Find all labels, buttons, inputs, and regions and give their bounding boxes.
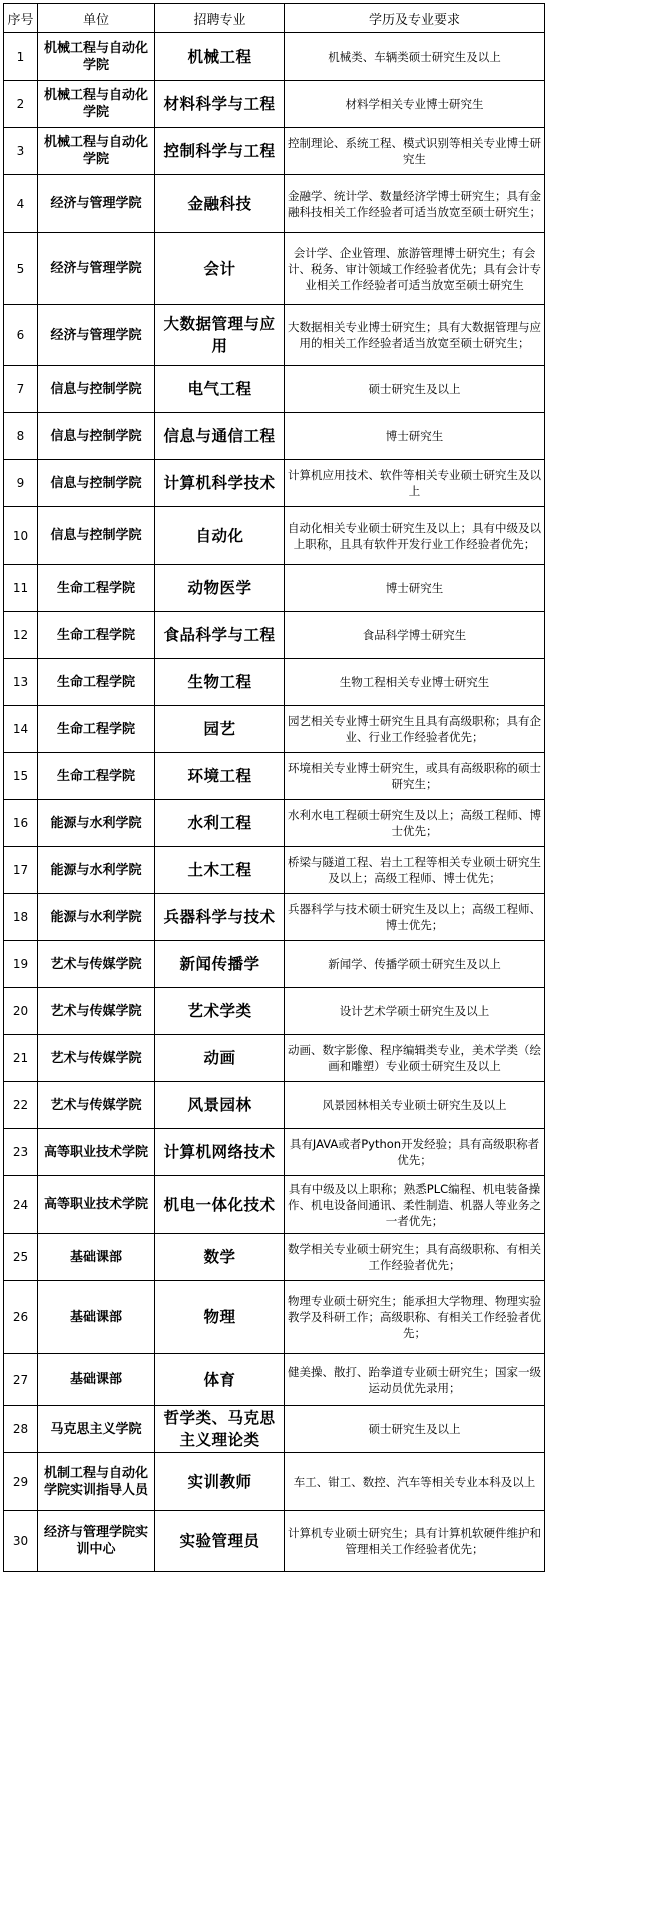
cell-requirements: 会计学、企业管理、旅游管理博士研究生；有会计、税务、审计领域工作经验者优先；具有会计专业相关工作经验者可适当放宽至硕士研究生 (285, 233, 545, 305)
cell-major: 自动化 (155, 507, 285, 565)
cell-major: 园艺 (155, 706, 285, 753)
cell-no: 21 (4, 1035, 38, 1082)
cell-requirements: 自动化相关专业硕士研究生及以上；具有中级及以上职称，且具有软件开发行业工作经验者优先； (285, 507, 545, 565)
cell-requirements: 园艺相关专业博士研究生且具有高级职称；具有企业、行业工作经验者优先； (285, 706, 545, 753)
cell-no: 24 (4, 1176, 38, 1234)
table-row (4, 1354, 545, 1406)
cell-major: 计算机网络技术 (155, 1129, 285, 1176)
cell-major: 材料科学与工程 (155, 81, 285, 128)
cell-unit: 高等职业技术学院 (38, 1176, 155, 1234)
cell-major: 控制科学与工程 (155, 128, 285, 175)
cell-no: 22 (4, 1082, 38, 1129)
cell-unit: 基础课部 (38, 1234, 155, 1281)
cell-major: 土木工程 (155, 847, 285, 894)
table-header-row (4, 4, 545, 33)
table-row (4, 305, 545, 366)
recruitment-table (3, 3, 545, 1572)
cell-major: 机电一体化技术 (155, 1176, 285, 1234)
cell-requirements: 数学相关专业硕士研究生；具有高级职称、有相关工作经验者优先； (285, 1234, 545, 1281)
cell-requirements: 水利水电工程硕士研究生及以上；高级工程师、博士优先； (285, 800, 545, 847)
cell-major: 食品科学与工程 (155, 612, 285, 659)
cell-major: 大数据管理与应用 (155, 305, 285, 366)
table-row (4, 941, 545, 988)
cell-requirements: 桥梁与隧道工程、岩土工程等相关专业硕士研究生及以上；高级工程师、博士优先； (285, 847, 545, 894)
table-row (4, 1234, 545, 1281)
cell-no: 11 (4, 565, 38, 612)
cell-requirements: 计算机应用技术、软件等相关专业硕士研究生及以上 (285, 460, 545, 507)
cell-major: 金融科技 (155, 175, 285, 233)
cell-unit: 机械工程与自动化学院 (38, 128, 155, 175)
cell-no: 30 (4, 1511, 38, 1572)
table-row (4, 988, 545, 1035)
table-row (4, 847, 545, 894)
table-row (4, 1082, 545, 1129)
cell-no: 28 (4, 1406, 38, 1453)
cell-unit: 信息与控制学院 (38, 366, 155, 413)
cell-no: 9 (4, 460, 38, 507)
cell-requirements: 硕士研究生及以上 (285, 1406, 545, 1453)
cell-requirements: 具有JAVA或者Python开发经验；具有高级职称者优先； (285, 1129, 545, 1176)
cell-major: 实训教师 (155, 1453, 285, 1511)
cell-unit: 艺术与传媒学院 (38, 988, 155, 1035)
table-row (4, 33, 545, 81)
cell-requirements: 车工、钳工、数控、汽车等相关专业本科及以上 (285, 1453, 545, 1511)
cell-major: 电气工程 (155, 366, 285, 413)
table-row (4, 81, 545, 128)
cell-major: 环境工程 (155, 753, 285, 800)
table-row (4, 1129, 545, 1176)
cell-major: 信息与通信工程 (155, 413, 285, 460)
cell-major: 新闻传播学 (155, 941, 285, 988)
cell-requirements: 机械类、车辆类硕士研究生及以上 (285, 33, 545, 81)
cell-unit: 机械工程与自动化学院 (38, 33, 155, 81)
cell-no: 15 (4, 753, 38, 800)
table-row (4, 233, 545, 305)
cell-unit: 基础课部 (38, 1281, 155, 1354)
cell-unit: 机制工程与自动化学院实训指导人员 (38, 1453, 155, 1511)
cell-unit: 信息与控制学院 (38, 507, 155, 565)
cell-unit: 艺术与传媒学院 (38, 1082, 155, 1129)
header-unit: 单位 (38, 4, 155, 33)
cell-major: 风景园林 (155, 1082, 285, 1129)
cell-requirements: 环境相关专业博士研究生，或具有高级职称的硕士研究生； (285, 753, 545, 800)
cell-major: 哲学类、马克思主义理论类 (155, 1406, 285, 1453)
table-row (4, 753, 545, 800)
cell-unit: 艺术与传媒学院 (38, 1035, 155, 1082)
cell-unit: 基础课部 (38, 1354, 155, 1406)
cell-unit: 生命工程学院 (38, 565, 155, 612)
table-row (4, 565, 545, 612)
table-row (4, 706, 545, 753)
cell-requirements: 金融学、统计学、数量经济学博士研究生；具有金融科技相关工作经验者可适当放宽至硕士研究生； (285, 175, 545, 233)
cell-no: 1 (4, 33, 38, 81)
cell-no: 7 (4, 366, 38, 413)
cell-requirements: 生物工程相关专业博士研究生 (285, 659, 545, 706)
cell-major: 生物工程 (155, 659, 285, 706)
cell-major: 数学 (155, 1234, 285, 1281)
cell-no: 29 (4, 1453, 38, 1511)
cell-no: 25 (4, 1234, 38, 1281)
cell-unit: 生命工程学院 (38, 659, 155, 706)
table-row (4, 1176, 545, 1234)
table-row (4, 894, 545, 941)
header-requirements: 学历及专业要求 (285, 4, 545, 33)
cell-no: 2 (4, 81, 38, 128)
cell-unit: 马克思主义学院 (38, 1406, 155, 1453)
cell-requirements: 材料学相关专业博士研究生 (285, 81, 545, 128)
cell-unit: 生命工程学院 (38, 706, 155, 753)
cell-no: 18 (4, 894, 38, 941)
cell-unit: 经济与管理学院 (38, 175, 155, 233)
cell-major: 兵器科学与技术 (155, 894, 285, 941)
cell-unit: 经济与管理学院 (38, 305, 155, 366)
header-major: 招聘专业 (155, 4, 285, 33)
cell-no: 16 (4, 800, 38, 847)
cell-requirements: 硕士研究生及以上 (285, 366, 545, 413)
cell-no: 4 (4, 175, 38, 233)
table-row (4, 1511, 545, 1572)
cell-no: 6 (4, 305, 38, 366)
cell-unit: 能源与水利学院 (38, 894, 155, 941)
cell-major: 动物医学 (155, 565, 285, 612)
header-no: 序号 (4, 4, 38, 33)
cell-no: 10 (4, 507, 38, 565)
cell-no: 13 (4, 659, 38, 706)
cell-no: 19 (4, 941, 38, 988)
cell-requirements: 大数据相关专业博士研究生；具有大数据管理与应用的相关工作经验者适当放宽至硕士研究生； (285, 305, 545, 366)
cell-major: 体育 (155, 1354, 285, 1406)
cell-requirements: 博士研究生 (285, 413, 545, 460)
cell-no: 26 (4, 1281, 38, 1354)
cell-requirements: 设计艺术学硕士研究生及以上 (285, 988, 545, 1035)
cell-no: 23 (4, 1129, 38, 1176)
cell-no: 17 (4, 847, 38, 894)
cell-no: 5 (4, 233, 38, 305)
cell-unit: 信息与控制学院 (38, 413, 155, 460)
cell-no: 27 (4, 1354, 38, 1406)
cell-requirements: 动画、数字影像、程序编辑类专业，美术学类（绘画和雕塑）专业硕士研究生及以上 (285, 1035, 545, 1082)
cell-unit: 信息与控制学院 (38, 460, 155, 507)
cell-major: 物理 (155, 1281, 285, 1354)
table-row (4, 800, 545, 847)
cell-major: 动画 (155, 1035, 285, 1082)
cell-unit: 经济与管理学院实训中心 (38, 1511, 155, 1572)
cell-unit: 机械工程与自动化学院 (38, 81, 155, 128)
cell-unit: 生命工程学院 (38, 612, 155, 659)
cell-unit: 经济与管理学院 (38, 233, 155, 305)
cell-requirements: 风景园林相关专业硕士研究生及以上 (285, 1082, 545, 1129)
table-row (4, 612, 545, 659)
cell-requirements: 控制理论、系统工程、模式识别等相关专业博士研究生 (285, 128, 545, 175)
cell-no: 3 (4, 128, 38, 175)
cell-requirements: 计算机专业硕士研究生；具有计算机软硬件维护和管理相关工作经验者优先； (285, 1511, 545, 1572)
table-row (4, 460, 545, 507)
cell-no: 12 (4, 612, 38, 659)
table-row (4, 1035, 545, 1082)
cell-no: 20 (4, 988, 38, 1035)
cell-no: 8 (4, 413, 38, 460)
cell-major: 计算机科学技术 (155, 460, 285, 507)
cell-requirements: 物理专业硕士研究生；能承担大学物理、物理实验教学及科研工作；高级职称、有相关工作经验者优先； (285, 1281, 545, 1354)
cell-requirements: 兵器科学与技术硕士研究生及以上；高级工程师、博士优先； (285, 894, 545, 941)
cell-requirements: 健美操、散打、跆拳道专业硕士研究生；国家一级运动员优先录用； (285, 1354, 545, 1406)
cell-major: 机械工程 (155, 33, 285, 81)
cell-major: 水利工程 (155, 800, 285, 847)
cell-major: 会计 (155, 233, 285, 305)
table-row (4, 366, 545, 413)
table-row (4, 1281, 545, 1354)
cell-requirements: 食品科学博士研究生 (285, 612, 545, 659)
cell-requirements: 新闻学、传播学硕士研究生及以上 (285, 941, 545, 988)
table-row (4, 659, 545, 706)
cell-unit: 生命工程学院 (38, 753, 155, 800)
table-row (4, 413, 545, 460)
cell-major: 艺术学类 (155, 988, 285, 1035)
cell-unit: 高等职业技术学院 (38, 1129, 155, 1176)
table-row (4, 128, 545, 175)
cell-unit: 艺术与传媒学院 (38, 941, 155, 988)
table-row (4, 175, 545, 233)
table-row (4, 1453, 545, 1511)
cell-unit: 能源与水利学院 (38, 800, 155, 847)
table-row (4, 507, 545, 565)
cell-no: 14 (4, 706, 38, 753)
cell-requirements: 具有中级及以上职称；熟悉PLC编程、机电装备操作、机电设备间通讯、柔性制造、机器人等业务之一者优先； (285, 1176, 545, 1234)
cell-requirements: 博士研究生 (285, 565, 545, 612)
cell-major: 实验管理员 (155, 1511, 285, 1572)
table-row (4, 1406, 545, 1453)
cell-unit: 能源与水利学院 (38, 847, 155, 894)
